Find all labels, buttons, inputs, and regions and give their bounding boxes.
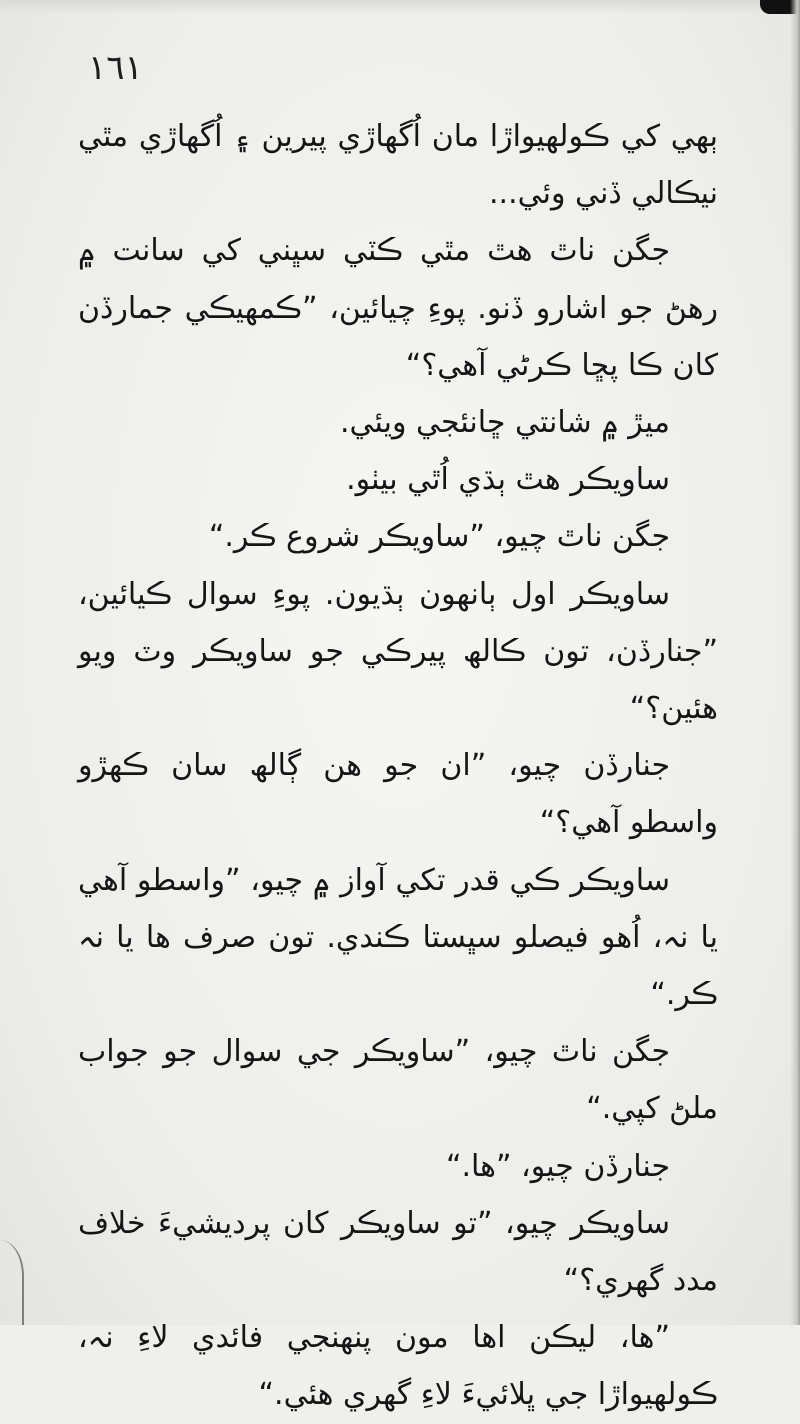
page-binding-edge bbox=[790, 0, 800, 1325]
paragraph: ساويڪر چيو، ”تو ساويڪر کان پرديشيءَ خلاف مدد گھري؟“ bbox=[78, 1205, 718, 1299]
paragraph: جگن ناٿ هٿ مٿي ڪٽي سڀني کي سانت ۾ رهڻ جو اشارو ڏنو. پوءِ چيائين، ”ڪمھيڪي جمارڏن کان ڪا پڇا ڪرڻي آھي؟“ bbox=[78, 233, 718, 383]
paragraph: جگن ناٿ چيو، ”ساويڪر شروع ڪر.“ bbox=[208, 519, 670, 555]
paragraph: جنارڏن چيو، ”ھا.“ bbox=[445, 1148, 670, 1184]
page-number: ١٦١ bbox=[88, 48, 143, 88]
page-curl-edge bbox=[0, 1240, 24, 1325]
paragraph: ميڙ ۾ شانتي ڇانئجي ويئي. bbox=[340, 405, 670, 441]
paragraph: ساويڪر اول ٻانھون ٻڌيون. پوءِ سوال ڪيائين، ”جنارڏن، تون ڪالھ پيرڪي جو ساويڪر وٽ ويو ھئين؟“ bbox=[78, 576, 718, 727]
paragraph: جنارڏن چيو، ”ان جو هن ڳالھ سان ڪھڙو واسطو آھي؟“ bbox=[78, 748, 718, 841]
paragraph: ساويڪر هٿ ٻڌي اُٿي بيٺو. bbox=[346, 462, 670, 498]
page-top-shadow bbox=[0, 0, 800, 14]
paragraph: جگن ناٿ چيو، ”ساويڪر جي سوال جو جواب ملڻ کپي.“ bbox=[78, 1034, 718, 1127]
paragraph: ساويڪر ڪي قدر تکي آواز ۾ چيو، ”واسطو آھي يا نہ، اُھو فيصلو سڀستا ڪندي. تون صرف ھا يا نہ ڪر.“ bbox=[78, 862, 718, 1013]
paragraph: ٻھي کي ڪولھيواڙا مان اُگھاڙي پيرين ۽ اُگھاڙي مٿي نيڪالي ڏني وئي... bbox=[78, 119, 718, 212]
body-text bbox=[78, 108, 718, 1424]
paragraph: ”ھا، ليڪن اھا مون پنھنجي فائدي لاءِ نہ، ڪولھيواڙا جي ڀلائيءَ لاءِ گھري ھئي.“ bbox=[78, 1320, 718, 1413]
